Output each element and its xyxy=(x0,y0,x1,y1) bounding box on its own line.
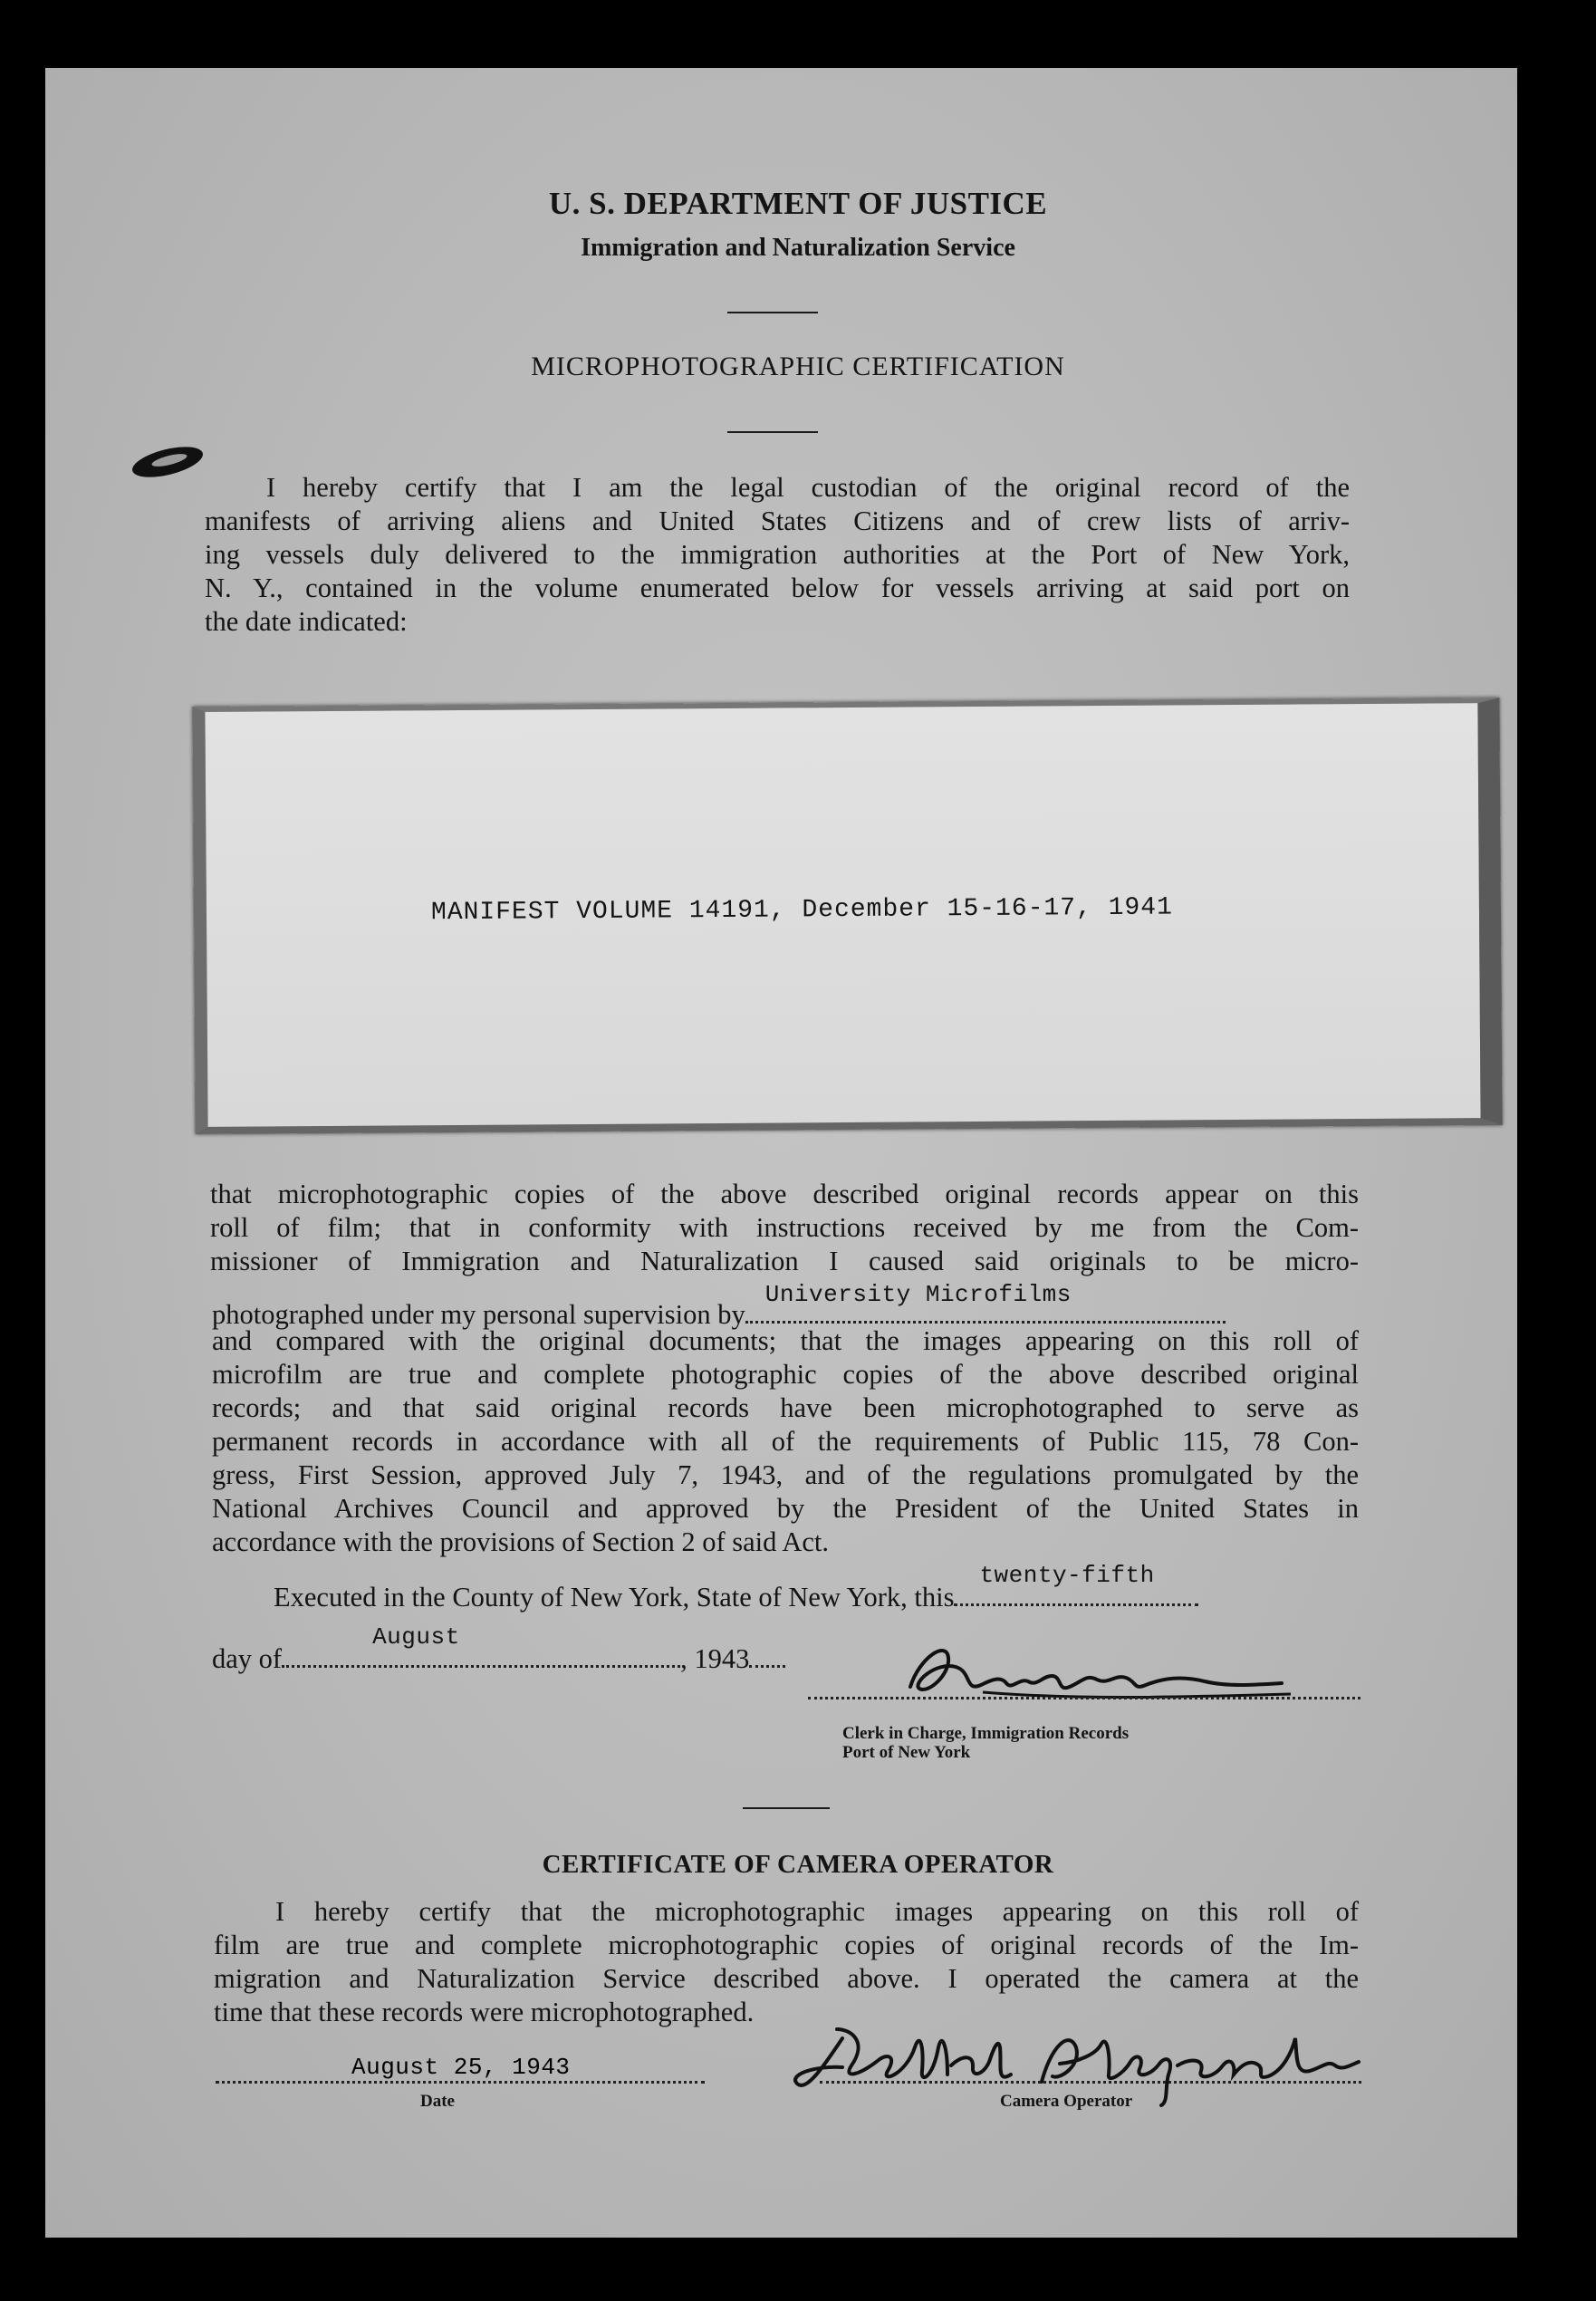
month-value: August xyxy=(372,1623,460,1651)
body-line: National Archives Council and approved by the President of the United States in xyxy=(212,1493,1359,1524)
body-line: missioner of Immigration and Naturalization I caused said originals to be micro- xyxy=(210,1246,1359,1276)
date-label: Date xyxy=(420,2092,455,2111)
executed-line xyxy=(274,1562,1198,1613)
camera-date-value: August 25, 1943 xyxy=(351,2054,571,2081)
intro-line: the date indicated: xyxy=(205,606,408,637)
clerk-title: Clerk in Charge, Immigration Records Port of New York xyxy=(842,1724,1130,1762)
body-paragraph-continued xyxy=(212,1324,1359,1559)
title-divider xyxy=(727,431,818,433)
header-divider xyxy=(727,312,818,313)
year-value: 1943 xyxy=(694,1643,750,1674)
clerk-signature xyxy=(892,1622,1309,1721)
body-line: that microphotographic copies of the above described original records appear on this xyxy=(210,1179,1359,1209)
date-line: day of August , 1943 xyxy=(212,1638,785,1675)
day-value: twenty-fifth xyxy=(979,1562,1155,1589)
supervision-prefix: photographed under my personal supervision by xyxy=(212,1299,745,1330)
certification-title: MICROPHOTOGRAPHIC CERTIFICATION xyxy=(531,351,1065,381)
body-line: permanent records in accordance with all of the requirements of Public 115, 78 Con- xyxy=(212,1426,1359,1457)
body-line: microfilm are true and complete photographic copies of the above described original xyxy=(212,1359,1359,1390)
body-paragraph xyxy=(210,1178,1359,1278)
intro-line: manifests of arriving aliens and United States Citizens and of crew lists of arriv- xyxy=(205,505,1350,536)
executed-text: Executed in the County of New York, State of New York, this xyxy=(274,1582,955,1613)
camera-line: film are true and complete microphotographic copies of original records of the Im- xyxy=(214,1930,1359,1960)
clerk-signature-line xyxy=(808,1690,1360,1699)
camera-certificate-title: CERTIFICATE OF CAMERA OPERATOR xyxy=(542,1850,1054,1879)
camera-operator-label: Camera Operator xyxy=(1000,2092,1133,2111)
body-line: roll of film; that in conformity with instructions received by me from the Com- xyxy=(210,1212,1359,1243)
camera-line: migration and Naturalization Service described above. I operated the camera at the xyxy=(214,1963,1359,1994)
body-line: and compared with the original documents; that the images appearing on this roll of xyxy=(212,1325,1359,1356)
intro-paragraph xyxy=(205,471,1350,639)
body-line: gress, First Session, approved July 7, 1943, and of the regulations promulgated by the xyxy=(212,1459,1359,1490)
date-field xyxy=(216,2054,705,2084)
intro-line: N. Y., contained in the volume enumerated below for vessels arriving at said port on xyxy=(205,573,1350,603)
intro-line: I hereby certify that I am the legal custodian of the original record of the xyxy=(266,472,1350,503)
service-subheading: Immigration and Naturalization Service xyxy=(581,234,1015,262)
day-field xyxy=(954,1562,1198,1606)
volume-card xyxy=(192,698,1502,1134)
department-heading: U. S. DEPARTMENT OF JUSTICE xyxy=(548,186,1048,221)
supervisor-value: University Microfilms xyxy=(764,1281,1072,1308)
supervisor-field xyxy=(745,1281,1226,1324)
camera-operator-signature-line xyxy=(820,2070,1361,2084)
ink-smudge xyxy=(130,442,211,487)
camera-line: I hereby certify that the microphotographic images appearing on this roll of xyxy=(275,1896,1359,1927)
body-line: records; and that said original records have been microphotographed to serve as xyxy=(212,1392,1359,1423)
section-divider xyxy=(743,1807,830,1809)
camera-certificate-paragraph xyxy=(214,1895,1359,2029)
intro-line: ing vessels duly delivered to the immigration authorities at the Port of New York, xyxy=(205,539,1350,570)
volume-label: MANIFEST VOLUME 14191, December 15-16-17, 1941 xyxy=(430,893,1173,928)
day-of-label: day of xyxy=(212,1643,283,1674)
camera-line: time that these records were microphotographed. xyxy=(214,1997,755,2027)
body-line: accordance with the provisions of Section 2 of said Act. xyxy=(212,1526,829,1557)
